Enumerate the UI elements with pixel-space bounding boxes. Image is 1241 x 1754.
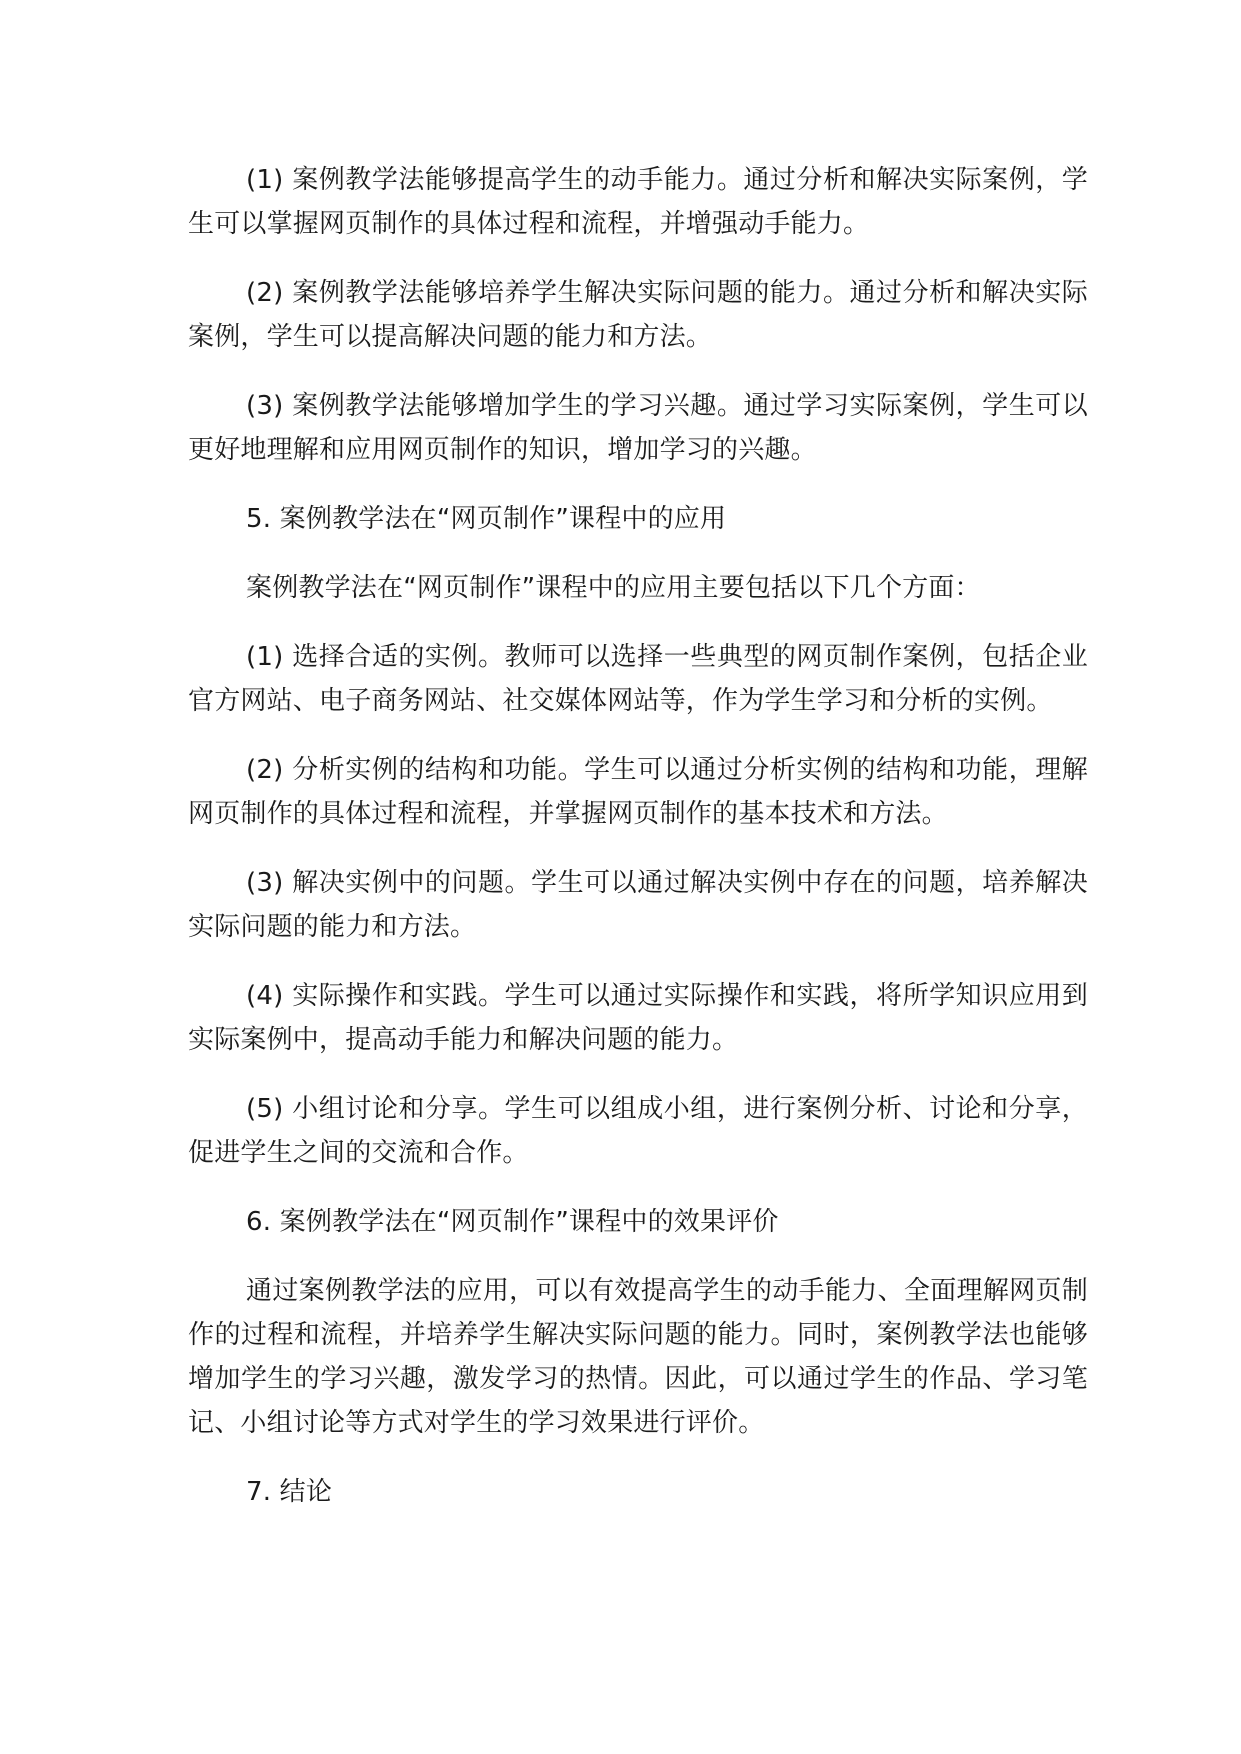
paragraph-advantage-3: (3) 案例教学法能够增加学生的学习兴趣。通过学习实际案例，学生可以更好地理解和应用网页制作的知识，增加学习的兴趣。 — [188, 391, 1088, 465]
section-heading-7: 7. 结论 — [246, 1477, 333, 1507]
paragraph-application-4: (4) 实际操作和实践。学生可以通过实际操作和实践，将所学知识应用到实际案例中，提高动手能力和解决问题的能力。 — [188, 981, 1088, 1055]
paragraph-evaluation: 通过案例教学法的应用，可以有效提高学生的动手能力、全面理解网页制作的过程和流程，并培养学生解决实际问题的能力。同时，案例教学法也能够增加学生的学习兴趣，激发学习的热情。因此，可以通过学生的作品、学习笔记、小组讨论等方式对学生的学习效果进行评价。 — [188, 1276, 1088, 1438]
paragraph-application-3: (3) 解决实例中的问题。学生可以通过解决实例中存在的问题，培养解决实际问题的能力和方法。 — [188, 868, 1088, 942]
section-heading-6: 6. 案例教学法在“网页制作”课程中的效果评价 — [246, 1207, 779, 1237]
document-body — [188, 158, 1088, 1539]
paragraph-application-5: (5) 小组讨论和分享。学生可以组成小组，进行案例分析、讨论和分享，促进学生之间的交流和合作。 — [188, 1094, 1088, 1168]
paragraph-application-2: (2) 分析实例的结构和功能。学生可以通过分析实例的结构和功能，理解网页制作的具体过程和流程，并掌握网页制作的基本技术和方法。 — [188, 755, 1088, 829]
paragraph-application-1: (1) 选择合适的实例。教师可以选择一些典型的网页制作案例，包括企业官方网站、电子商务网站、社交媒体网站等，作为学生学习和分析的实例。 — [188, 642, 1088, 716]
paragraph-advantage-2: (2) 案例教学法能够培养学生解决实际问题的能力。通过分析和解决实际案例，学生可以提高解决问题的能力和方法。 — [188, 278, 1088, 352]
section-heading-5: 5. 案例教学法在“网页制作”课程中的应用 — [246, 504, 727, 534]
paragraph-advantage-1: (1) 案例教学法能够提高学生的动手能力。通过分析和解决实际案例，学生可以掌握网页制作的具体过程和流程，并增强动手能力。 — [188, 165, 1088, 239]
paragraph-application-intro: 案例教学法在“网页制作”课程中的应用主要包括以下几个方面： — [246, 573, 981, 603]
